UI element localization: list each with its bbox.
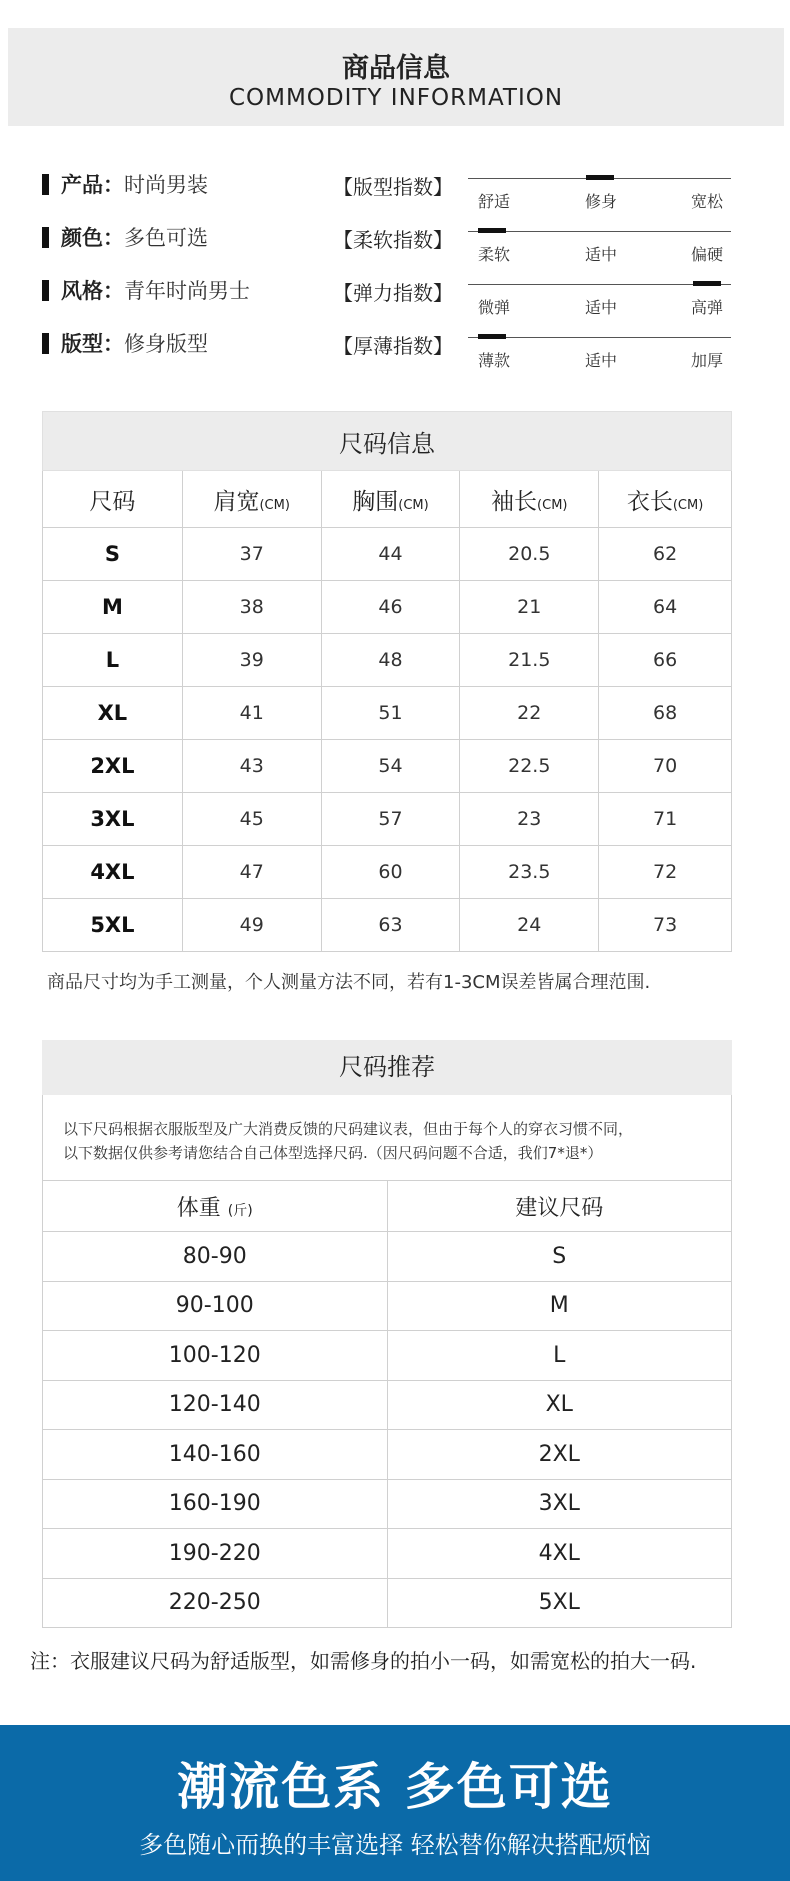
cell: 38 (182, 581, 321, 634)
attr-label: 版型： (61, 332, 124, 356)
cell-weight: 90-100 (43, 1281, 388, 1331)
col-header-weight: 体重 (斤) (43, 1181, 388, 1232)
cell: 49 (182, 899, 321, 952)
table-row (43, 1578, 732, 1628)
cell: 20.5 (460, 528, 599, 581)
index-label-softness: 【柔软指数】 (333, 228, 453, 252)
attr-value: 时尚男装 (124, 173, 208, 197)
col-header-sleeve: 袖长(CM) (460, 471, 599, 528)
cell: 48 (321, 634, 460, 687)
scale-line (468, 231, 731, 232)
recommend-desc-line2: 以下数据仅供参考请您结合自己体型选择尺码.（因尺码问题不合适，我们7*退*） (63, 1144, 603, 1162)
cell: 71 (599, 793, 732, 846)
scale-line (468, 284, 731, 285)
col-header-chest: 胸围(CM) (321, 471, 460, 528)
cell-weight: 80-90 (43, 1232, 388, 1282)
cell-size: 3XL (43, 793, 183, 846)
index-label-thickness: 【厚薄指数】 (333, 334, 453, 358)
title-cn: 商品信息 (342, 53, 450, 84)
banner-title: 潮流色系 多色可选 (177, 1758, 613, 1816)
bullet-bar (42, 174, 49, 195)
bullet-bar (42, 333, 49, 354)
scale-left-label: 微弹 (478, 298, 511, 317)
cell-size: 5XL (43, 899, 183, 952)
scale-left-label: 薄款 (478, 351, 511, 370)
recommend-desc-line1: 以下尺码根据衣服版型及广大消费反馈的尺码建议表，但由于每个人的穿衣习惯不同， (63, 1120, 634, 1138)
table-row (43, 1430, 732, 1480)
cell: 21.5 (460, 634, 599, 687)
cell-weight: 100-120 (43, 1331, 388, 1381)
cell: 22.5 (460, 740, 599, 793)
attr-label: 风格： (61, 279, 124, 303)
table-row (43, 740, 732, 793)
col-header-length: 衣长(CM) (599, 471, 732, 528)
cell-size: 4XL (43, 846, 183, 899)
cell-size: S (43, 528, 183, 581)
cell-size: M (43, 581, 183, 634)
cell: 73 (599, 899, 732, 952)
cell: 66 (599, 634, 732, 687)
attr-style (42, 275, 250, 305)
index-label-fit: 【版型指数】 (333, 175, 453, 199)
cell: 47 (182, 846, 321, 899)
table-row (43, 1479, 732, 1529)
col-header-shoulder: 肩宽(CM) (182, 471, 321, 528)
scale-fit (468, 178, 731, 218)
fit-note: 注：衣服建议尺码为舒适版型，如需修身的拍小一码，如需宽松的拍大一码. (30, 1649, 697, 1673)
recommend-description (42, 1095, 732, 1180)
bullet-bar (42, 280, 49, 301)
scale-thickness (468, 337, 731, 377)
cell: 54 (321, 740, 460, 793)
cell-size: S (387, 1232, 732, 1282)
section-header (8, 28, 784, 126)
recommend-table (42, 1180, 732, 1628)
cell-size: L (387, 1331, 732, 1381)
bullet-bar (42, 227, 49, 248)
cell: 23 (460, 793, 599, 846)
cell: 24 (460, 899, 599, 952)
table-row (43, 1331, 732, 1381)
cell-size: 2XL (387, 1430, 732, 1480)
scale-right-label: 宽松 (690, 192, 723, 211)
scale-marker (478, 228, 506, 233)
scale-marker (693, 281, 721, 286)
cell-size: 2XL (43, 740, 183, 793)
table-row (43, 899, 732, 952)
cell: 63 (321, 899, 460, 952)
table-row (43, 793, 732, 846)
cell: 45 (182, 793, 321, 846)
table-row (43, 528, 732, 581)
scale-marker (586, 175, 614, 180)
cell: 68 (599, 687, 732, 740)
cell-size: M (387, 1281, 732, 1331)
cell: 21 (460, 581, 599, 634)
cell: 62 (599, 528, 732, 581)
attr-fit (42, 328, 208, 358)
col-header-size: 尺码 (43, 471, 183, 528)
table-row (43, 687, 732, 740)
attr-value: 青年时尚男士 (124, 279, 250, 303)
table-row (43, 846, 732, 899)
scale-right-label: 高弹 (690, 298, 723, 317)
scale-softness (468, 231, 731, 271)
cell: 43 (182, 740, 321, 793)
size-table (42, 411, 732, 952)
scale-right-label: 偏硬 (690, 245, 723, 264)
table-row (43, 1232, 732, 1282)
cell: 39 (182, 634, 321, 687)
cell: 72 (599, 846, 732, 899)
index-label-elasticity: 【弹力指数】 (333, 281, 453, 305)
attr-product (42, 169, 208, 199)
col-header-suggested-size: 建议尺码 (387, 1181, 732, 1232)
size-table-header (43, 471, 732, 528)
scale-mid-label: 适中 (585, 351, 618, 370)
measurement-note: 商品尺寸均为手工测量，个人测量方法不同，若有1-3CM误差皆属合理范围. (47, 972, 651, 993)
cell: 44 (321, 528, 460, 581)
cell: 64 (599, 581, 732, 634)
cell-weight: 120-140 (43, 1380, 388, 1430)
cell-weight: 160-190 (43, 1479, 388, 1529)
table-row (43, 1380, 732, 1430)
cell: 70 (599, 740, 732, 793)
scale-left-label: 舒适 (478, 192, 511, 211)
cell-size: XL (387, 1380, 732, 1430)
scale-mid-label: 适中 (585, 245, 618, 264)
cell: 57 (321, 793, 460, 846)
cell: 41 (182, 687, 321, 740)
cell: 46 (321, 581, 460, 634)
table-row (43, 1529, 732, 1579)
cell-size: 4XL (387, 1529, 732, 1579)
recommend-table-header (43, 1181, 732, 1232)
attr-color (42, 222, 208, 252)
table-row (43, 581, 732, 634)
cell-size: 5XL (387, 1578, 732, 1628)
scale-left-label: 柔软 (478, 245, 511, 264)
cell: 37 (182, 528, 321, 581)
attr-label: 产品： (61, 173, 124, 197)
title-en: COMMODITY INFORMATION (228, 85, 564, 111)
scale-mid-label: 修身 (585, 192, 618, 211)
scale-elasticity (468, 284, 731, 324)
scale-mid-label: 适中 (585, 298, 618, 317)
cell: 22 (460, 687, 599, 740)
banner-subtitle: 多色随心而换的丰富选择 轻松替你解决搭配烦恼 (139, 1831, 651, 1859)
attr-value: 多色可选 (124, 226, 208, 250)
attr-value: 修身版型 (124, 332, 208, 356)
scale-right-label: 加厚 (690, 351, 723, 370)
attr-label: 颜色： (61, 226, 124, 250)
cell: 60 (321, 846, 460, 899)
cell: 51 (321, 687, 460, 740)
promo-banner (0, 1725, 790, 1881)
scale-line (468, 337, 731, 338)
recommend-title: 尺码推荐 (42, 1040, 732, 1095)
cell-size: L (43, 634, 183, 687)
cell-weight: 190-220 (43, 1529, 388, 1579)
cell: 23.5 (460, 846, 599, 899)
cell-weight: 220-250 (43, 1578, 388, 1628)
cell-weight: 140-160 (43, 1430, 388, 1480)
scale-marker (478, 334, 506, 339)
table-row (43, 1281, 732, 1331)
cell-size: XL (43, 687, 183, 740)
table-row (43, 634, 732, 687)
size-table-title: 尺码信息 (43, 412, 732, 471)
cell-size: 3XL (387, 1479, 732, 1529)
